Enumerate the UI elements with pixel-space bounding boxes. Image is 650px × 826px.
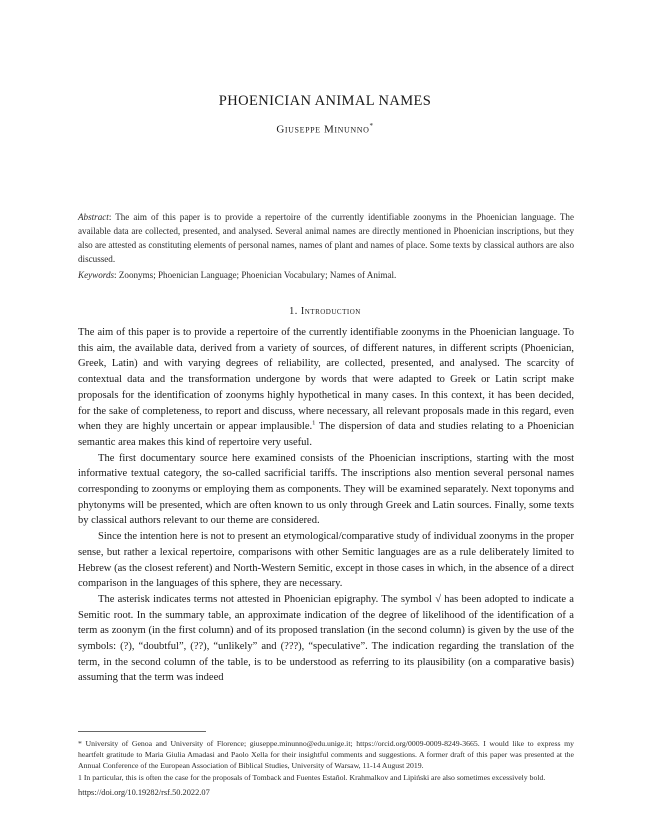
keywords-text: : Zoonyms; Phoenician Language; Phoenician Vocabulary; Names of Animal.	[114, 270, 397, 280]
paper-title: PHOENICIAN ANIMAL NAMES	[218, 93, 432, 109]
abstract-label: Abstract	[78, 212, 109, 222]
paragraph-3: Since the intention here is not to present an etymological/comparative study of individual zoonyms in the proper sense, but rather a lexical repertoire, comparisons with other Semitic languages are as a rule deliberately limited to Hebrew (as the closest referent) and North-Western Semitic, except in those cases in which, in the absence of a direct comparison in the languages of this sphere, they are necessary.	[78, 531, 574, 590]
paragraph-1-tail: The dispersion of data and studies relating to a Phoenician semantic area makes this kind of repertoire very useful.	[78, 421, 574, 448]
paragraph-1-text: The aim of this paper is to provide a repertoire of the currently identifiable zoonyms in the Phoenician language. To this aim, the available data, derived from a variety of sources, of different natures, in different scripts (Phoenician, Greek, Latin) and with varying degrees of reliability, are collected, presented, and analysed. The scarcity of contextual data and the transformation undergone by words that were adapted to Greek or Latin script make proposals for the identification of zoonyms highly hypothetical in many cases. In this context, it has been decided, for the sake of completeness, to report and discuss, where necessary, all relevant proposals made in this regard, even when they are highly uncertain or appear implausible.	[78, 327, 574, 433]
doi-link[interactable]: https://doi.org/10.19282/rsf.50.2022.07	[78, 788, 210, 797]
author-footnote-mark: *	[369, 122, 374, 130]
author-line	[0, 122, 650, 136]
author-name: Giuseppe Minunno	[276, 123, 370, 136]
footnote-1: 1 In particular, this is often the case for the proposals of Tomback and Fuentes Estañol. Krahmalkov and Lipiński are also sometimes excessively bold.	[78, 772, 546, 782]
footnote-ref-1: 1	[312, 419, 316, 427]
abstract	[78, 210, 574, 266]
paragraph-2: The first documentary source here examined consists of the Phoenician inscriptions, starting with the most informative textual category, the so-called sacrificial tariffs. The inscriptions also mention several personal names corresponding to zoonyms or employing them as components. They will be examined separately. Next toponyms and phytonyms will be presented, which are often known to us only through Greek and Latin sources. Finally, some texts by classical authors relevant to our theme are considered.	[78, 452, 574, 527]
keywords-label: Keywords	[78, 270, 115, 280]
body-text	[78, 325, 574, 686]
footnotes	[78, 739, 574, 785]
keywords	[78, 269, 574, 282]
section-heading: 1. Introduction	[289, 306, 361, 317]
footnote-rule	[78, 731, 206, 732]
abstract-text: : The aim of this paper is to provide a repertoire of the currently identifiable zoonyms in the Phoenician language. The available data are collected, presented, and analysed. Several animal names are directly mentioned in Phoenician inscriptions, but they also are attested as constituting elements of personal names, names of plant and names of place. Some texts by classical authors are also discussed.	[78, 212, 574, 265]
paragraph-1	[78, 325, 574, 451]
footnote-star: * University of Genoa and University of Florence; giuseppe.minunno@edu.unige.it; https://orcid.org/0009-0009-8249-3665. I would like to express my heartfelt gratitude to Maria Giulia Amadasi and Paolo Xella for their insightful comments and suggestions. A former draft of this paper was presented at the Annual Conference of the European Association of Biblical Studies, University of Warsaw, 11-14 August 2019.	[78, 739, 574, 770]
paragraph-4: The asterisk indicates terms not attested in Phoenician epigraphy. The symbol √ has been adopted to indicate a Semitic root. In the summary table, an approximate indication of the degree of likelihood of the identification of a term as zoonym (in the first column) and of its proposed translation (in the second column) is given by the use of the symbols: (?), “doubtful”, (??), “unlikely” and (???), “speculative”. The indication regarding the translation of the term, in the second column of the table, is to be understood as referring to its plausibility (on a comparative basis) assuming that the term was indeed	[78, 593, 574, 684]
